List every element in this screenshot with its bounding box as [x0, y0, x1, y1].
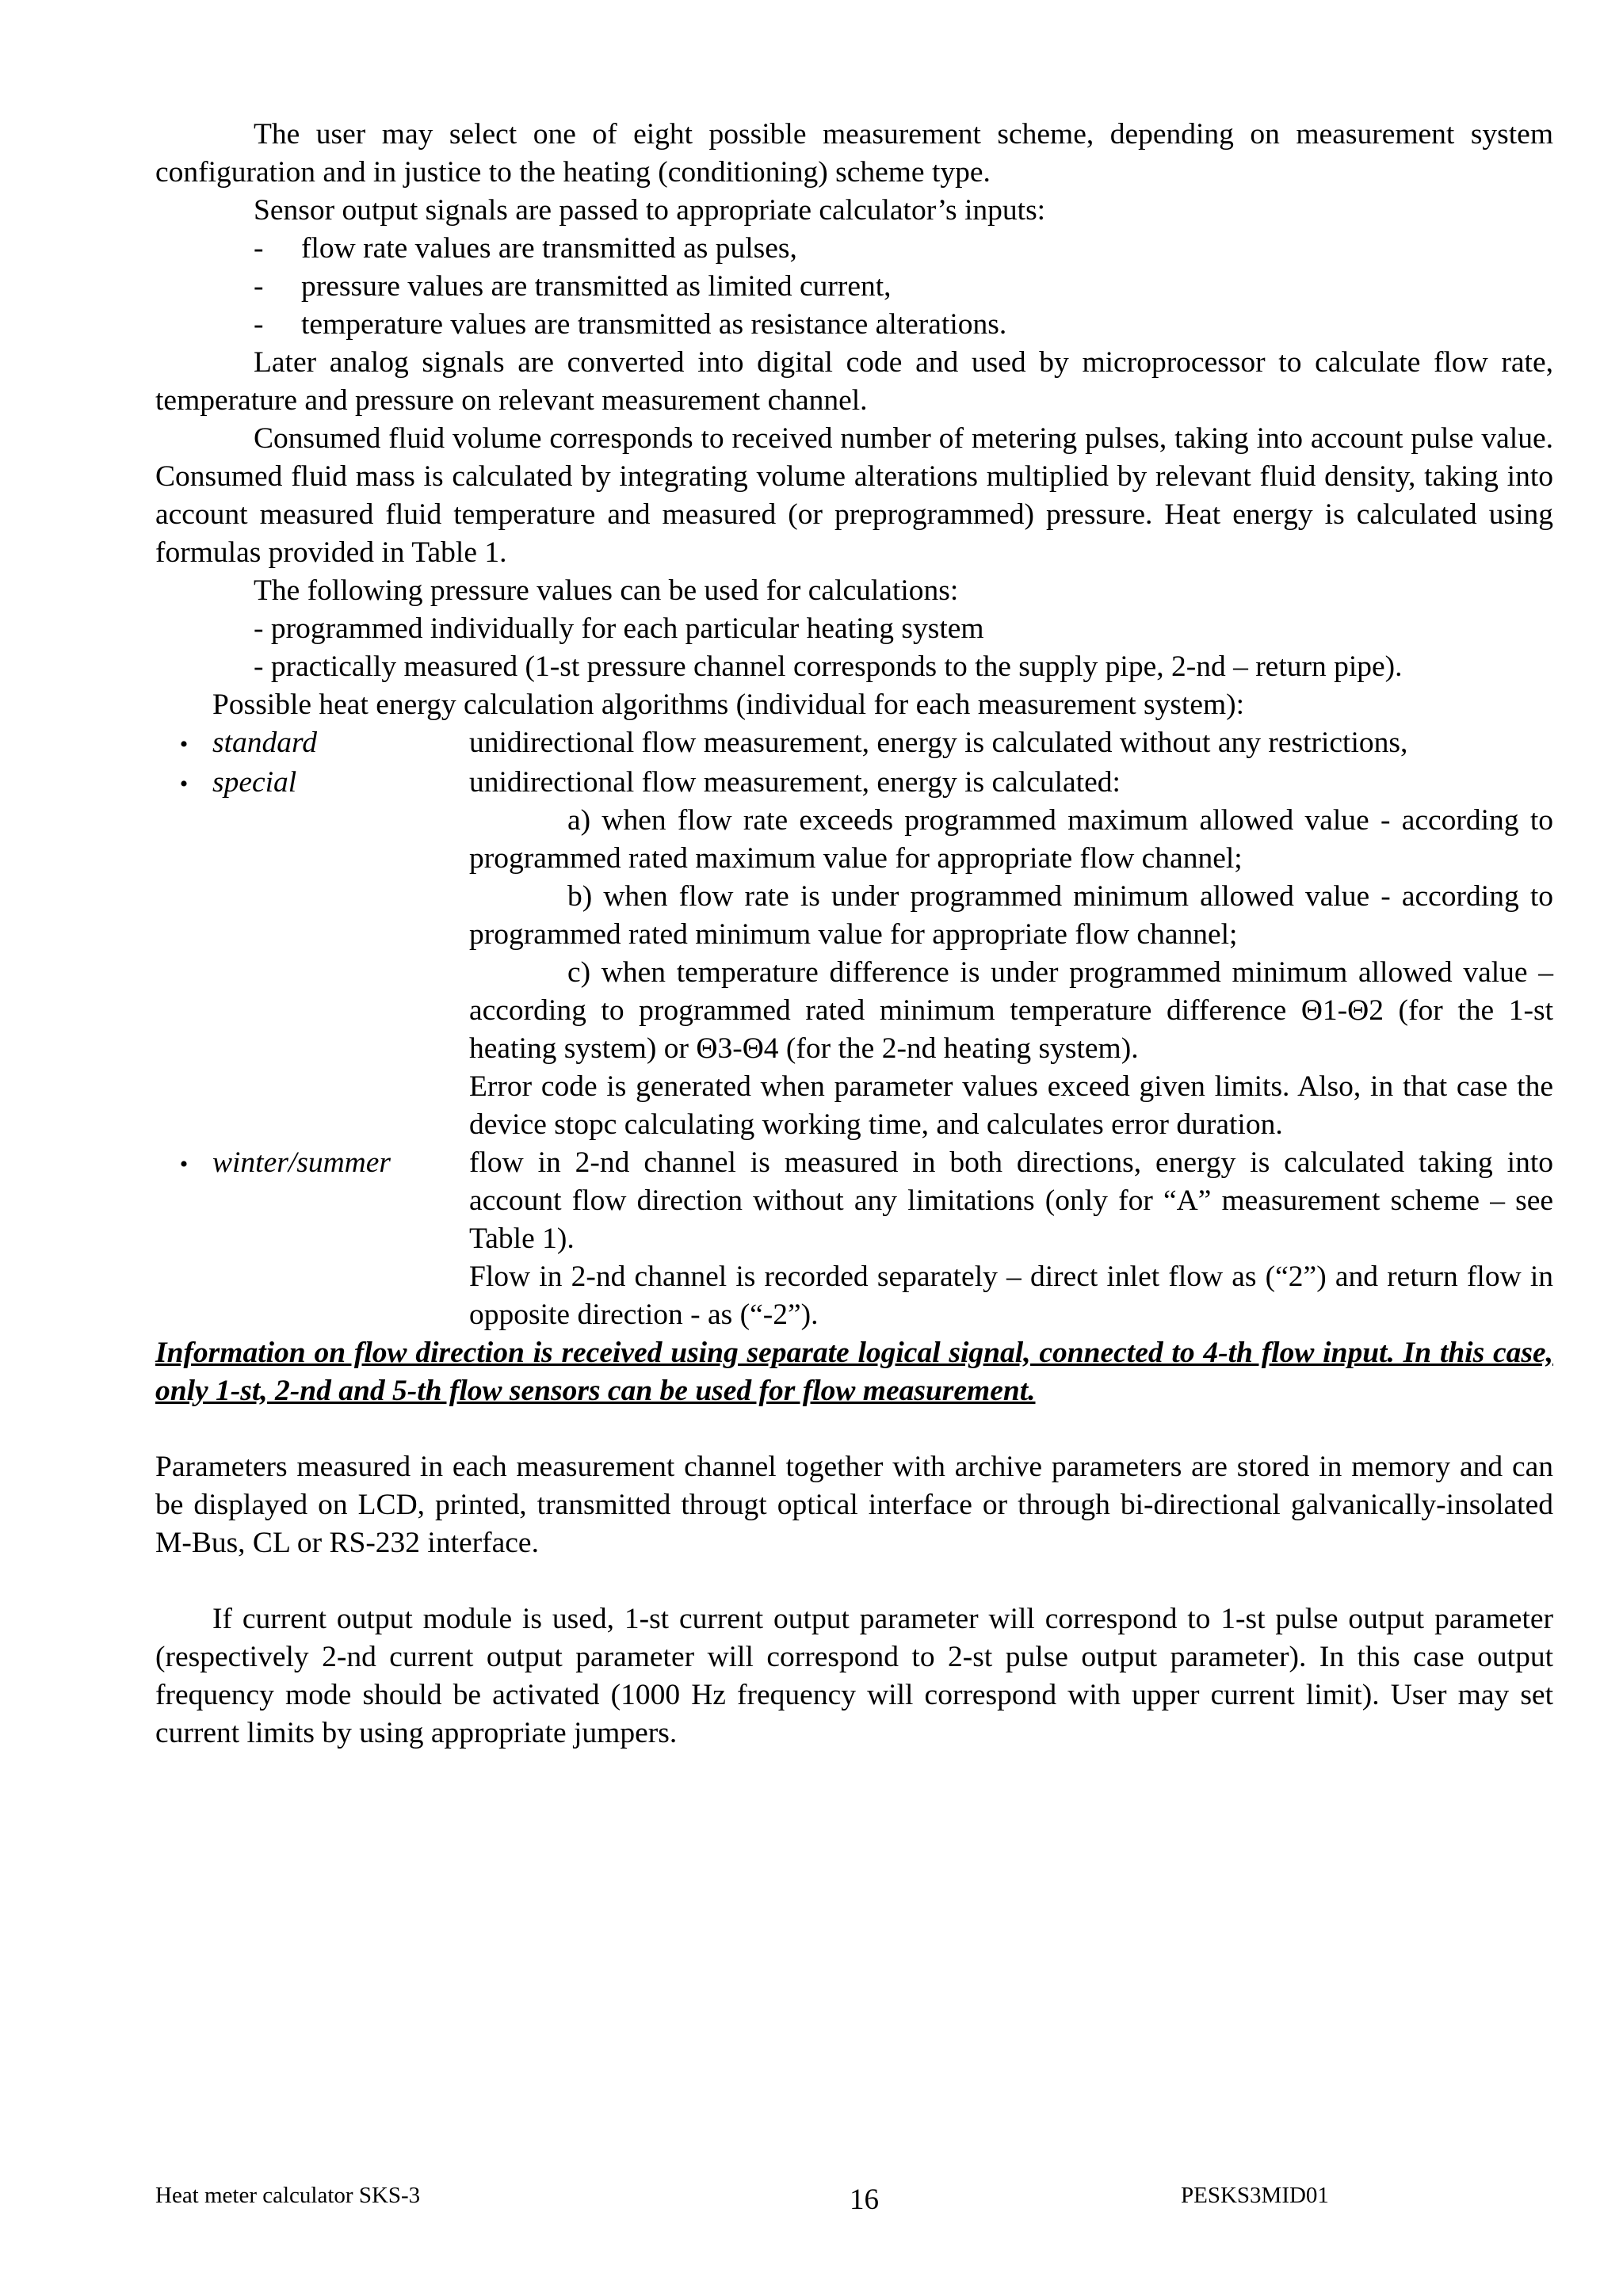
algorithm-desc-text: unidirectional flow measurement, energy is calculated: [469, 766, 1121, 799]
dash-marker: - [254, 270, 264, 303]
list-item: - practically measured (1-st pressure channel corresponds to the supply pipe, 2-nd – return pipe). [254, 650, 1403, 683]
algorithm-name: special [212, 766, 297, 799]
algorithm-description [469, 1144, 1553, 1334]
algorithm-desc-text: unidirectional flow measurement, energy is calculated without any restrictions, [469, 727, 1408, 759]
footer-document-code: PESKS3MID01 [1181, 2183, 1329, 2208]
algorithm-standard [155, 724, 1553, 764]
footer-document-title: Heat meter calculator SKS-3 [155, 2183, 421, 2208]
algorithm-desc-text: flow in 2-nd channel is measured in both directions, energy is calculated taking into account flow direction without any limitations (only for “A” measurement scheme – see Table 1). [469, 1146, 1553, 1255]
algorithm-desc-text-2: Flow in 2-nd channel is recorded separately – direct inlet flow as (“2”) and return flow in opposite direction - as (“-2”). [469, 1261, 1553, 1331]
algorithm-winter-summer [155, 1144, 1553, 1334]
list-item-text: temperature values are transmitted as resistance alterations. [301, 308, 1007, 341]
paragraph-sensor-signals: Sensor output signals are passed to appropriate calculator’s inputs: [254, 194, 1046, 227]
condition-a: a) when flow rate exceeds programmed maximum allowed value - according to programmed rated maximum value for appropriate flow channel; [469, 804, 1553, 875]
list-item [155, 306, 1553, 344]
algorithm-name: winter/summer [212, 1146, 391, 1179]
page-number: 16 [850, 2183, 879, 2216]
list-item [155, 230, 1553, 268]
page-footer [155, 2183, 1553, 2222]
bullet-icon [155, 1144, 212, 1334]
paragraph-algorithms-intro: Possible heat energy calculation algorithms (individual for each measurement system): [212, 688, 1245, 721]
list-item-text: flow rate values are transmitted as pulses, [301, 232, 797, 265]
paragraph-analog-conversion: Later analog signals are converted into digital code and used by microprocessor to calculate flow rate, temperature and pressure on relevant measurement channel. [155, 346, 1553, 417]
algorithm-description [469, 764, 1553, 1144]
list-item [155, 268, 1553, 306]
document-body [155, 116, 1553, 1753]
error-code-text: Error code is generated when parameter values exceed given limits. Also, in that case the device stopc calculating working time, and calculates error duration. [469, 1070, 1553, 1141]
flow-direction-note: Information on flow direction is received using separate logical signal, connected to 4-th flow input. In this case, only 1-st, 2-nd and 5-th flow sensors can be used for flow measurement. [155, 1337, 1553, 1407]
dash-marker: - [254, 308, 264, 341]
algorithm-name: standard [212, 727, 317, 759]
spacer [155, 1410, 1553, 1448]
algorithm-special [155, 764, 1553, 1144]
paragraph-parameters-memory: Parameters measured in each measurement channel together with archive parameters are stored in memory and can be displayed on LCD, printed, transmitted througt optical interface or through bi-directional galvanically-insolated M-Bus, CL or RS-232 interface. [155, 1451, 1553, 1559]
list-item: - programmed individually for each particular heating system [254, 612, 984, 645]
bullet-icon [155, 724, 212, 764]
paragraph-current-output: If current output module is used, 1-st current output parameter will correspond to 1-st pulse output parameter (respectively 2-nd current output parameter will correspond to 2-st pulse output parameter). In this case output frequency mode should be activated (1000 Hz frequency will correspond with upper current limit). User may set current limits by using appropriate jumpers. [155, 1603, 1553, 1749]
paragraph-fluid-volume: Consumed fluid volume corresponds to received number of metering pulses, taking into account pulse value. Consumed fluid mass is calculated by integrating volume alterations multiplied by relevant fluid density, taking into account measured fluid temperature and measured (or preprogrammed) pressure. Heat energy is calculated using formulas provided in Table 1. [155, 422, 1553, 569]
bullet-icon [155, 764, 212, 1144]
paragraph-pressure-values: The following pressure values can be used for calculations: [254, 574, 959, 607]
paragraph-scheme-selection: The user may select one of eight possible measurement scheme, depending on measurement system configuration and in justice to the heating (conditioning) scheme type. [155, 118, 1553, 189]
condition-c: c) when temperature difference is under programmed minimum allowed value – according to programmed rated minimum temperature difference Θ1-Θ2 (for the 1-st heating system) or Θ3-Θ4 (for the 2-nd heating system). [469, 956, 1553, 1065]
condition-b: b) when flow rate is under programmed minimum allowed value - according to programmed rated minimum value for appropriate flow channel; [469, 880, 1553, 951]
algorithm-description [469, 724, 1553, 764]
dash-marker: - [254, 232, 264, 265]
list-item-text: pressure values are transmitted as limited current, [301, 270, 892, 303]
spacer [155, 1562, 1553, 1600]
